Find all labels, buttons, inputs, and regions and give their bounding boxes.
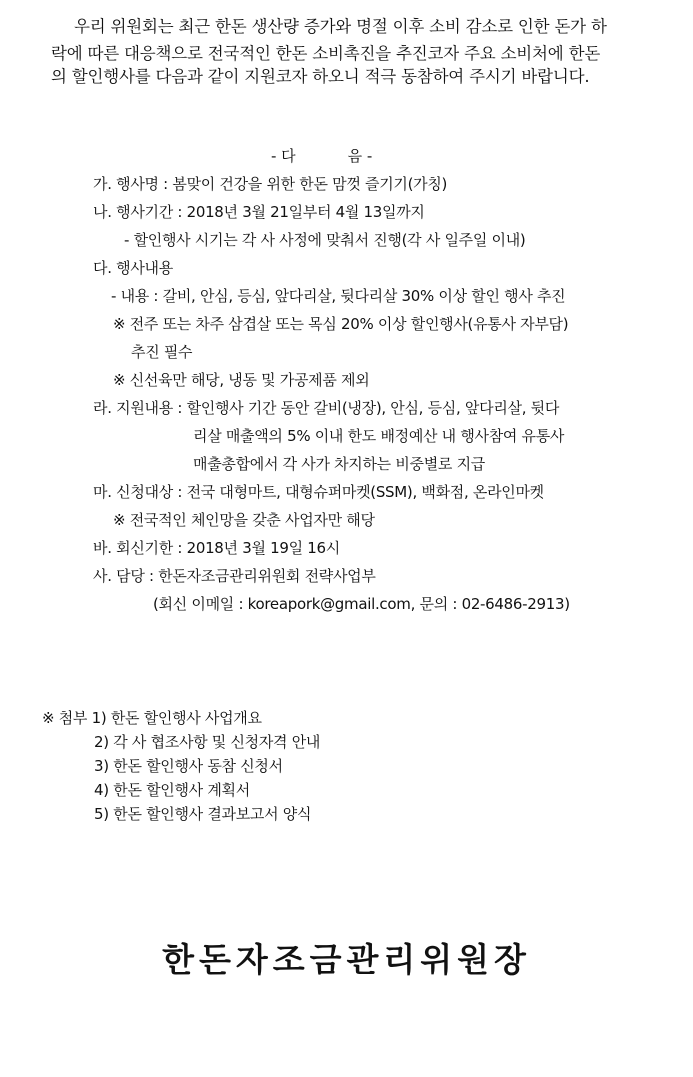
attachment-1: ※ 첨부 1) 한돈 할인행사 사업개요 [42,709,262,727]
item-event-content-note1-line2: 추진 필수 [131,343,193,361]
item-target-note: ※ 전국적인 체인망을 갖춘 사업자만 해당 [113,511,375,529]
intro-line-3: 의 할인행사를 다음과 같이 지원코자 하오니 적극 동참하여 주시기 바랍니다. [51,67,590,86]
attachment-4: 4) 한돈 할인행사 계획서 [94,781,250,799]
item-deadline: 바. 회신기한 : 2018년 3월 19일 16시 [93,539,340,557]
item-event-period-note: - 할인행사 시기는 각 사 사정에 맞춰서 진행(각 사 일주일 이내) [124,231,526,249]
item-support-line1: 라. 지원내용 : 할인행사 기간 동안 갈비(냉장), 안심, 등심, 앞다리살, 뒷다 [93,399,560,417]
item-event-content-detail: - 내용 : 갈비, 안심, 등심, 앞다리살, 뒷다리살 30% 이상 할인 행사 추진 [111,287,566,305]
item-contact: 사. 담당 : 한돈자조금관리위원회 전략사업부 [93,567,376,585]
item-contact-detail: (회신 이메일 : koreapork@gmail.com, 문의 : 02-6486-2913) [153,595,570,613]
intro-line-2: 락에 따른 대응책으로 전국적인 한돈 소비촉진을 추진코자 주요 소비처에 한돈 [51,44,601,63]
attachment-5: 5) 한돈 할인행사 결과보고서 양식 [94,805,312,823]
intro-line-1: 우리 위원회는 최근 한돈 생산량 증가와 명절 이후 소비 감소로 인한 돈가 하 [74,17,607,36]
item-support-line2: 리살 매출액의 5% 이내 한도 배정예산 내 행사참여 유통사 [193,427,565,445]
item-event-content-note1-line1: ※ 전주 또는 차주 삼겹살 또는 목심 20% 이상 할인행사(유통사 자부담) [113,315,569,333]
heading-left: - 다 [271,147,296,165]
attachment-2: 2) 각 사 협조사항 및 신청자격 안내 [94,733,321,751]
section-heading [271,146,372,166]
item-event-period: 나. 행사기간 : 2018년 3월 21일부터 4월 13일까지 [93,203,425,221]
item-event-name: 가. 행사명 : 봄맞이 건강을 위한 한돈 맘껏 즐기기(가칭) [93,175,448,193]
item-support-line3: 매출총합에서 각 사가 차지하는 비중별로 지급 [193,455,485,473]
heading-right: 음 - [347,147,373,165]
item-target: 마. 신청대상 : 전국 대형마트, 대형슈퍼마켓(SSM), 백화점, 온라인마켓 [93,483,544,501]
item-event-content-note2: ※ 신선육만 해당, 냉동 및 가공제품 제외 [113,371,370,389]
signature-title: 한돈자조금관리위원장 [162,940,531,979]
attachment-3: 3) 한돈 할인행사 동참 신청서 [94,757,283,775]
item-event-content: 다. 행사내용 [93,259,173,277]
